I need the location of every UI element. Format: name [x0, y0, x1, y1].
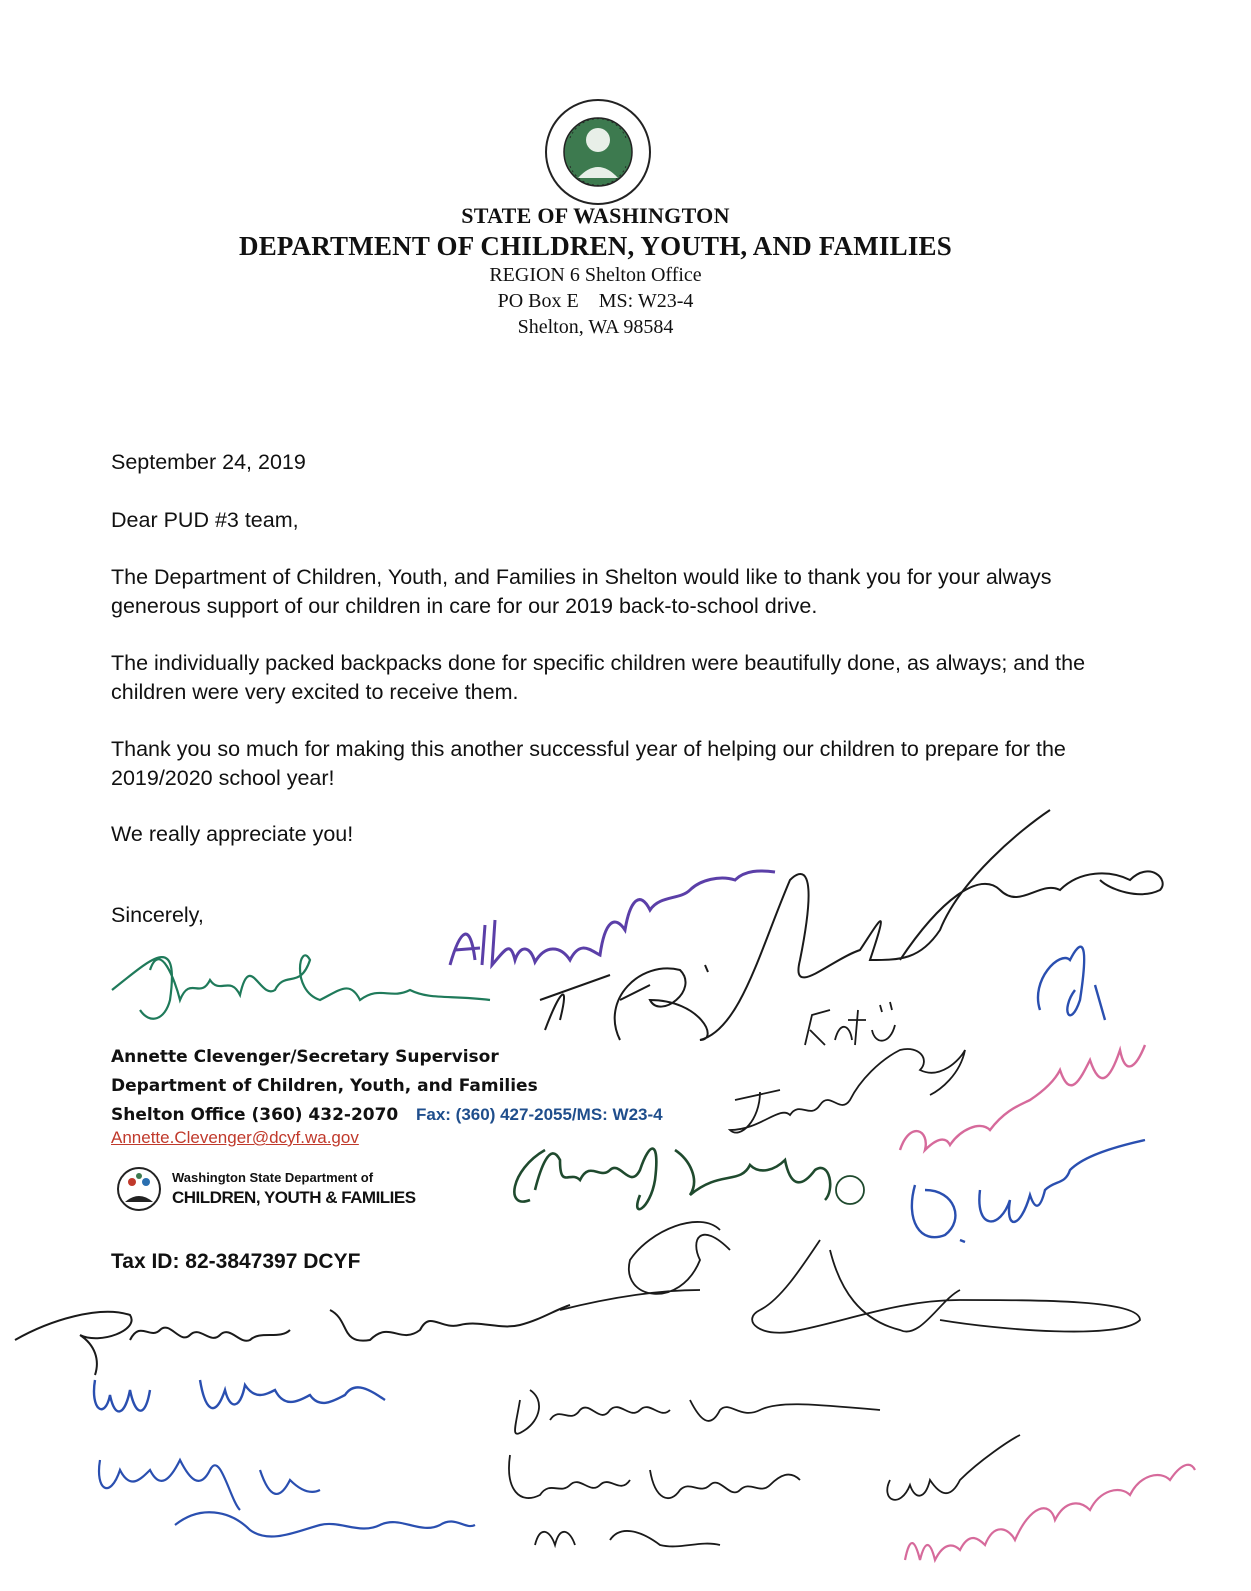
logo-text-line1: Washington State Department of	[172, 1170, 374, 1185]
signer-email-link[interactable]: Annette.Clevenger@dcyf.wa.gov	[111, 1128, 359, 1147]
signer-fax: Fax: (360) 427-2055/MS: W23-4	[416, 1105, 663, 1124]
logo-text-line2: CHILDREN, YOUTH & FAMILIES	[172, 1188, 416, 1207]
tax-id: Tax ID: 82-3847397 DCYF	[111, 1250, 361, 1273]
signature-rebecca-burnett	[515, 1390, 880, 1434]
letter-paragraph: The Department of Children, Youth, and Families in Shelton would like to thank you for your always generous support of our children in care for our 2019 back-to-school drive.	[111, 565, 1052, 618]
signature-laura-burnett	[509, 1455, 800, 1546]
letterhead-po-box: PO Box E MS: W23-4	[497, 290, 694, 312]
signature-cheryl-saxton	[514, 1149, 864, 1210]
letter-paragraph: The individually packed backpacks done for specific children were beautifully done, as always; and the children were very excited to receive them.	[111, 651, 1086, 704]
letter-date: September 24, 2019	[111, 450, 306, 474]
letterhead-state: STATE OF WASHINGTON	[461, 203, 730, 228]
signature-micky-cambron	[905, 1465, 1195, 1560]
signature-kat	[805, 1002, 895, 1045]
signature-blue-initials	[1038, 947, 1105, 1020]
signature-black-small	[887, 1435, 1020, 1500]
signature-d-dunn	[912, 1140, 1145, 1242]
signature-annette-clevenger	[112, 955, 490, 1018]
letter-closing-note: We really appreciate you!	[111, 822, 354, 846]
signature-pink-right	[900, 1045, 1145, 1150]
signature-jonita-snell	[175, 1512, 475, 1536]
signature-black-middle	[730, 1049, 965, 1133]
signature-blue-lower	[99, 1460, 320, 1510]
signer-department: Department of Children, Youth, and Families	[111, 1076, 538, 1096]
letter-salutation: Dear PUD #3 team,	[111, 508, 299, 532]
signature-black-large	[540, 810, 1163, 1040]
signature-lucy-whitcott	[94, 1380, 385, 1411]
letter-paragraph: Thank you so much for making this another successful year of helping our children to prepare for the 2019/2020 school year!	[111, 737, 1066, 790]
signature-rebecca-left	[15, 1305, 570, 1375]
signer-office-phone: Shelton Office (360) 432-2070	[111, 1105, 399, 1125]
letterhead-department: DEPARTMENT OF CHILDREN, YOUTH, AND FAMILIES	[239, 231, 952, 261]
washington-state-seal-icon	[544, 98, 652, 206]
signature-allison-rogers	[450, 871, 775, 965]
signer-name-title: Annette Clevenger/Secretary Supervisor	[111, 1047, 499, 1067]
letterhead-city: Shelton, WA 98584	[517, 316, 674, 338]
letter-sign-off: Sincerely,	[111, 903, 204, 927]
letterhead-office: REGION 6 Shelton Office	[489, 264, 702, 286]
signature-black-loop	[560, 1222, 1140, 1333]
